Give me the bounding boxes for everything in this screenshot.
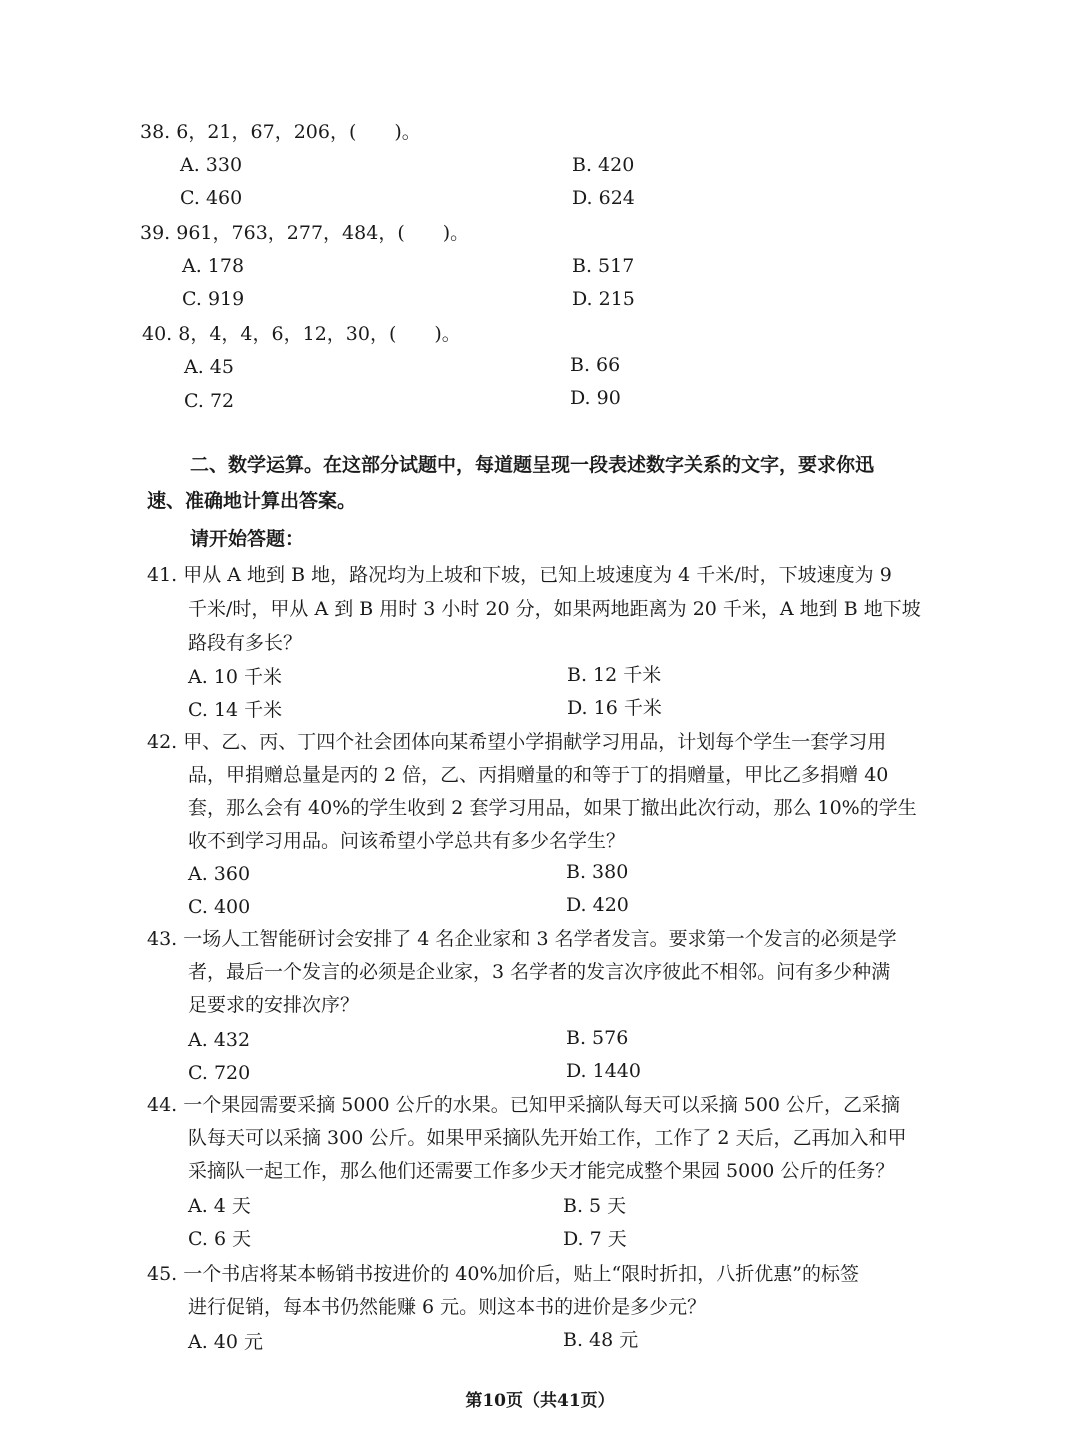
question-45-line2: 进行促销，每本书仍然能赚 6 元。则这本书的进价是多少元？ bbox=[188, 1296, 707, 1318]
q43-option-b: B. 576 bbox=[566, 1027, 629, 1049]
q41-option-c: C. 14 千米 bbox=[188, 699, 283, 721]
question-42-line1: 42. 甲、乙、丙、丁四个社会团体向某希望小学捐献学习用品，计划每个学生一套学习用 bbox=[147, 731, 887, 753]
question-41-line1: 41. 甲从 A 地到 B 地，路况均为上坡和下坡，已知上坡速度为 4 千米/时，下坡速度为 9 bbox=[147, 564, 892, 586]
q44-option-c: C. 6 天 bbox=[188, 1228, 252, 1250]
q43-option-a: A. 432 bbox=[188, 1029, 251, 1051]
question-42-line4: 收不到学习用品。问该希望小学总共有多少名学生？ bbox=[188, 830, 626, 852]
q43-option-c: C. 720 bbox=[188, 1062, 251, 1084]
question-38-text: 38. 6，21，67，206，( )。 bbox=[140, 121, 421, 143]
q38-option-b: B. 420 bbox=[572, 154, 635, 176]
q40-option-a: A. 45 bbox=[184, 356, 234, 378]
question-44-line2: 队每天可以采摘 300 公斤。如果甲采摘队先开始工作，工作了 2 天后，乙再加入和甲 bbox=[188, 1127, 907, 1149]
question-42-line3: 套，那么会有 40%的学生收到 2 套学习用品，如果丁撤出此次行动，那么 10%的学生 bbox=[188, 797, 917, 819]
q40-option-c: C. 72 bbox=[184, 390, 235, 412]
q45-option-a: A. 40 元 bbox=[188, 1331, 264, 1353]
start-answering-text: 请开始答题： bbox=[190, 528, 305, 550]
q42-option-a: A. 360 bbox=[188, 863, 251, 885]
q41-option-a: A. 10 千米 bbox=[188, 666, 283, 688]
q42-option-c: C. 400 bbox=[188, 896, 251, 918]
q39-option-d: D. 215 bbox=[572, 288, 635, 310]
section-heading-line1: 二、数学运算。在这部分试题中，每道题呈现一段表述数字关系的文字，要求你迅 bbox=[190, 454, 875, 476]
q38-option-d: D. 624 bbox=[572, 187, 635, 209]
question-41-line3: 路段有多长？ bbox=[188, 632, 303, 654]
q42-option-b: B. 380 bbox=[566, 861, 629, 883]
q43-option-d: D. 1440 bbox=[566, 1060, 641, 1082]
question-44-line1: 44. 一个果园需要采摘 5000 公斤的水果。已知甲采摘队每天可以采摘 500 公斤，乙采摘 bbox=[147, 1094, 901, 1116]
question-44-line3: 采摘队一起工作，那么他们还需要工作多少天才能完成整个果园 5000 公斤的任务？ bbox=[188, 1160, 895, 1182]
question-43-line3: 足要求的安排次序？ bbox=[188, 994, 360, 1016]
q44-option-a: A. 4 天 bbox=[188, 1195, 251, 1217]
q39-option-a: A. 178 bbox=[182, 255, 245, 277]
q39-option-c: C. 919 bbox=[182, 288, 245, 310]
q44-option-b: B. 5 天 bbox=[563, 1195, 627, 1217]
q41-option-b: B. 12 千米 bbox=[567, 664, 662, 686]
q44-option-d: D. 7 天 bbox=[563, 1228, 627, 1250]
q38-option-c: C. 460 bbox=[180, 187, 243, 209]
page-number: 第10页（共41页） bbox=[465, 1391, 615, 1411]
q38-option-a: A. 330 bbox=[180, 154, 243, 176]
q45-option-b: B. 48 元 bbox=[563, 1329, 639, 1351]
q40-option-b: B. 66 bbox=[570, 354, 621, 376]
question-43-line2: 者，最后一个发言的必须是企业家，3 名学者的发言次序彼此不相邻。问有多少种满 bbox=[188, 961, 891, 983]
q41-option-d: D. 16 千米 bbox=[567, 697, 662, 719]
q40-option-d: D. 90 bbox=[570, 387, 621, 409]
q42-option-d: D. 420 bbox=[566, 894, 629, 916]
question-45-line1: 45. 一个书店将某本畅销书按进价的 40%加价后，贴上“限时折扣，八折优惠”的标签 bbox=[147, 1263, 859, 1285]
q39-option-b: B. 517 bbox=[572, 255, 635, 277]
question-39-text: 39. 961，763，277，484，( )。 bbox=[140, 222, 470, 244]
section-heading-line2: 速、准确地计算出答案。 bbox=[147, 490, 357, 512]
question-43-line1: 43. 一场人工智能研讨会安排了 4 名企业家和 3 名学者发言。要求第一个发言的必须是学 bbox=[147, 928, 897, 950]
question-41-line2: 千米/时，甲从 A 到 B 用时 3 小时 20 分，如果两地距离为 20 千米，A 地到 B 地下坡 bbox=[188, 598, 921, 620]
question-40-text: 40. 8，4，4，6，12，30，( )。 bbox=[142, 323, 461, 345]
question-42-line2: 品，甲捐赠总量是丙的 2 倍，乙、丙捐赠量的和等于丁的捐赠量，甲比乙多捐赠 40 bbox=[188, 764, 889, 786]
